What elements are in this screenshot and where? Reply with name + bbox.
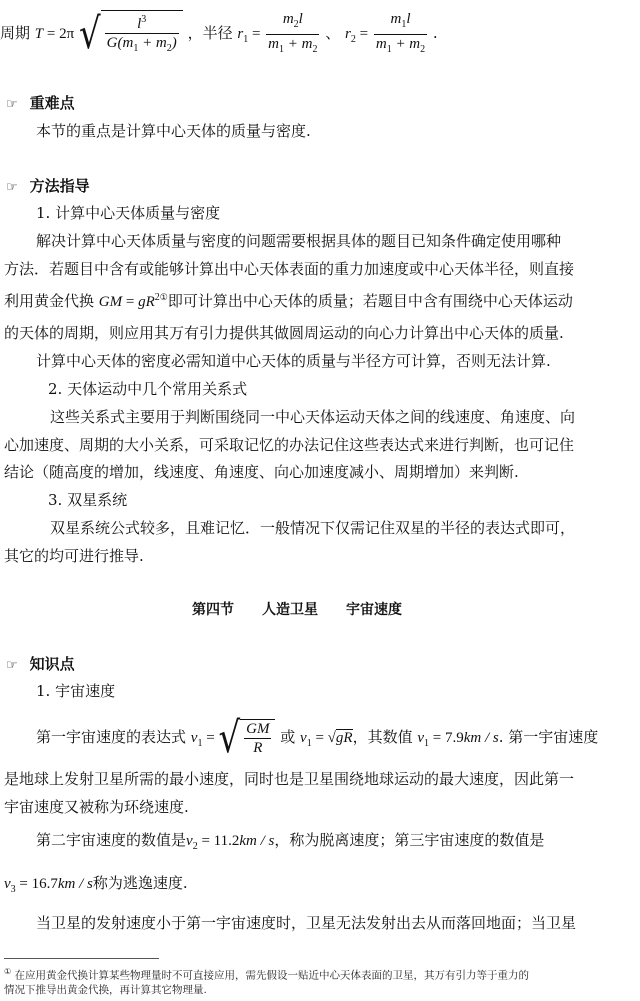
method-p3-line2: 心加速度、周期的大小关系，可采取记忆的办法记住这些表达式来进行判断，也可记住 — [4, 436, 575, 454]
key-points-heading: ☞ 重难点 — [6, 94, 75, 112]
radius-label: ，半径 — [187, 24, 233, 42]
method-p1-line3: 利用黄金代换 GM = $gR^{2①}$即可计算出中心天体的质量；若题目中含有围绕中心天体运动 — [4, 292, 573, 310]
chapter-title: 第四节 人造卫星 宇宙速度 — [192, 602, 402, 618]
pointing-hand-icon: ☞ — [6, 180, 18, 195]
method-p3-line1: 这些关系式主要用于判断围绕同一中心天体运动天体之间的线速度、角速度、向 — [50, 408, 576, 426]
pointing-hand-icon: ☞ — [6, 97, 18, 112]
key-points-text: 本节的重点是计算中心天体的质量与密度. — [36, 122, 311, 140]
knowledge-item1-title: 1. 宇宙速度 — [36, 682, 116, 700]
first-cosmic-velocity-line: 第一宇宙速度的表达式 $v_1$ = √ $\frac{GM}{R}$ 或 $v_1 = √gR$，其数值 $v_1 = 7.9km / s$. 第一宇宙速度 — [36, 713, 599, 763]
footnote-divider — [4, 958, 159, 959]
knowledge-heading: ☞ 知识点 — [6, 655, 75, 673]
method-p1-line4: 的天体的周期，则应用其万有引力提供其做圆周运动的向心力计算出中心天体的质量. — [4, 324, 564, 342]
knowledge-l2: 是地球上发射卫星所需的最小速度，同时也是卫星围绕地球运动的最大速度，因此第一 — [4, 770, 575, 788]
method-p4-line2: 其它的均可进行推导. — [4, 547, 144, 565]
footnote-line1: ① 在应用黄金代换计算某些物理量时不可直接应用，需先假设一贴近中心天体表面的卫星，其万有引力等于重力的 — [4, 967, 530, 982]
footnote-line2: 情况下推导出黄金代换，再计算其它物理量. — [4, 984, 207, 996]
method-heading: ☞ 方法指导 — [6, 177, 90, 195]
method-p4-line1: 双星系统公式较多，且难记忆．一般情况下仅需记住双星的半径的表达式即可， — [50, 519, 576, 537]
golden-substitution-formula: GM = $gR^2$ — [98, 292, 160, 310]
r1-formula: $r_1$ = $\frac{m_2l}{m_1 + m_2}$ — [237, 11, 318, 56]
third-cosmic-velocity-line: $v_3 = 16.7km / s$称为逃逸速度. — [4, 874, 188, 895]
r2-formula: $r_2$ = $\frac{m_1l}{m_1 + m_2}$ — [345, 11, 426, 56]
method-p1-line2: 方法．若题目中含有或能够计算出中心天体表面的重力加速度或中心天体半径，则直接 — [4, 260, 575, 278]
footnote-marker: ① — [159, 293, 168, 303]
knowledge-l3: 宇宙速度又被称为环绕速度. — [4, 798, 189, 816]
method-item2-title: 2. 天体运动中几个常用关系式 — [48, 380, 248, 398]
method-item1-title: 1. 计算中心天体质量与密度 — [36, 204, 221, 222]
period-label: 周期 — [0, 24, 31, 42]
period-radius-formula: 周期 T = 2π √ $\frac{l^3}{G(m_1 + m_2)}$ ，半径 $r_1$ = $\frac{m_2l}{m_1 + m_2}$ 、 $r_2$ = $\frac{m_1l}{m_1 + m_2}$ . — [0, 9, 438, 59]
knowledge-l6: 当卫星的发射速度小于第一宇宙速度时，卫星无法发射出去从而落回地面；当卫星 — [36, 914, 577, 932]
method-item3-title: 3. 双星系统 — [48, 491, 128, 509]
second-cosmic-velocity-line: 第二宇宙速度的数值是$v_2 = 11.2km / s$，称为脱离速度；第三宇宙速度的数值是 — [36, 831, 545, 852]
method-p1-line1: 解决计算中心天体质量与密度的问题需要根据具体的题目已知条件确定使用哪种 — [36, 232, 562, 250]
pointing-hand-icon: ☞ — [6, 658, 18, 673]
method-p2: 计算中心天体的密度必需知道中心天体的质量与半径方可计算，否则无法计算. — [36, 352, 551, 370]
period-sqrt: √ $\frac{l^3}{G(m_1 + m_2)}$ — [79, 10, 183, 58]
var-T: T — [34, 26, 44, 42]
v1-formula: $v_1$ = — [190, 730, 219, 749]
method-p3-line3: 结论（随高度的增加，线速度、角速度、向心加速度减小、周期增加）来判断. — [4, 463, 519, 481]
